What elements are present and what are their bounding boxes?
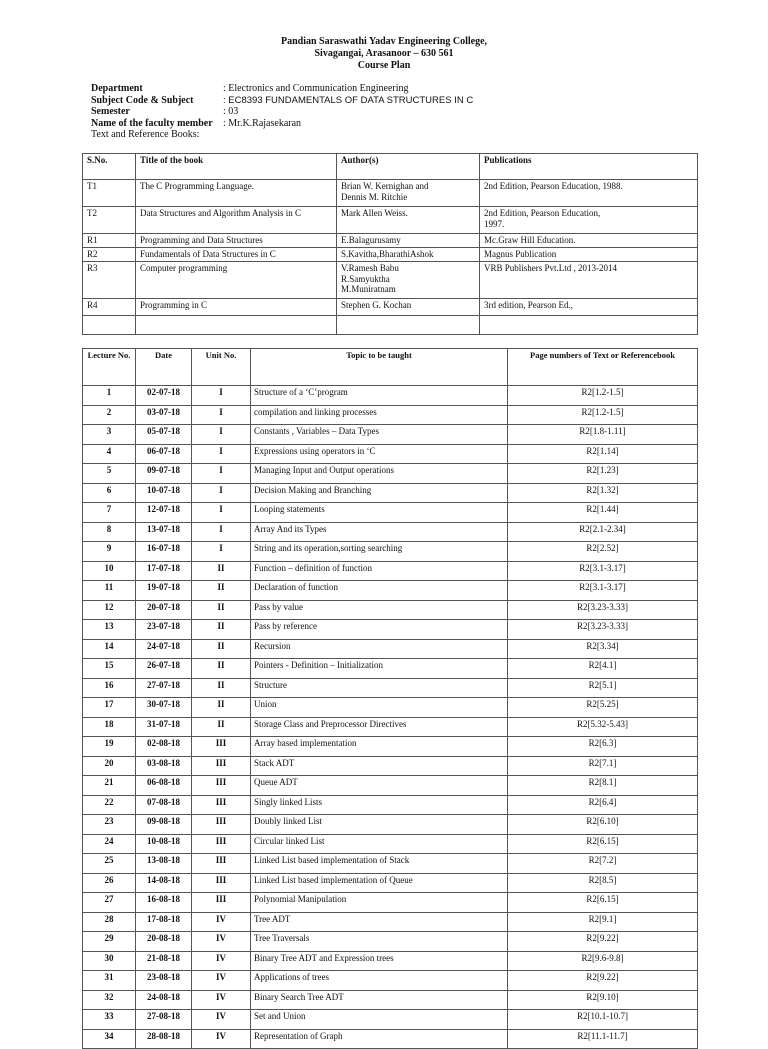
lecture-number: 24	[83, 834, 136, 854]
page-reference: R2[1.2-1.5]	[508, 386, 698, 406]
page-reference: R2[1.8-1.11]	[508, 425, 698, 445]
plan-row	[83, 444, 698, 464]
lecture-number: 6	[83, 483, 136, 503]
unit-number: II	[192, 717, 251, 737]
unit-number: I	[192, 503, 251, 523]
lecture-date: 03-07-18	[136, 405, 192, 425]
plan-col-date: Date	[136, 349, 192, 386]
lecture-date: 21-08-18	[136, 951, 192, 971]
book-title	[136, 180, 337, 207]
book-title-line: Fundamentals of Data Structures in C	[140, 249, 276, 259]
plan-row	[83, 1010, 698, 1030]
meta-label: Semester	[91, 106, 130, 118]
book-authors-line: V.Ramesh Babu	[341, 263, 399, 273]
book-publication-line: 2nd Edition, Pearson Education, 1988.	[484, 181, 623, 191]
book-authors-line: R.Samyuktha	[341, 273, 390, 284]
lecture-date: 05-07-18	[136, 425, 192, 445]
book-sno	[83, 262, 136, 299]
book-sno	[83, 316, 136, 335]
topic: Pass by value	[251, 600, 508, 620]
lecture-date: 31-07-18	[136, 717, 192, 737]
book-title	[136, 248, 337, 262]
lecture-number: 17	[83, 698, 136, 718]
topic: Array And its Types	[251, 522, 508, 542]
topic: Structure	[251, 678, 508, 698]
page-reference: R2[1.2-1.5]	[508, 405, 698, 425]
unit-number: I	[192, 425, 251, 445]
topic: Representation of Graph	[251, 1029, 508, 1049]
meta-label: Name of the faculty member	[91, 117, 213, 129]
topic: Managing Input and Output operations	[251, 464, 508, 484]
book-authors-line: E.Balagurusamy	[341, 235, 401, 245]
lecture-date: 16-07-18	[136, 542, 192, 562]
books-row	[83, 248, 698, 262]
topic: Union	[251, 698, 508, 718]
unit-number: II	[192, 659, 251, 679]
topic: Expressions using operators in ‘C	[251, 444, 508, 464]
lecture-date: 13-07-18	[136, 522, 192, 542]
lecture-number: 22	[83, 795, 136, 815]
page-reference: R2[3.1-3.17]	[508, 561, 698, 581]
plan-header-row	[83, 349, 698, 386]
book-sno	[83, 299, 136, 316]
plan-col-lecture: Lecture No.	[83, 349, 136, 386]
topic: Structure of a ‘C’program	[251, 386, 508, 406]
lecture-plan-table	[82, 348, 698, 1049]
lecture-date: 16-08-18	[136, 893, 192, 913]
unit-number: II	[192, 581, 251, 601]
lecture-date: 19-07-18	[136, 581, 192, 601]
lecture-date: 24-07-18	[136, 639, 192, 659]
plan-col-topic: Topic to be taught	[251, 349, 508, 386]
book-authors	[337, 262, 480, 299]
book-title	[136, 234, 337, 248]
plan-row	[83, 971, 698, 991]
lecture-number: 7	[83, 503, 136, 523]
book-publication	[480, 234, 698, 248]
books-header-row	[83, 154, 698, 180]
book-authors-line: S.Kavitha,BharathiAshok	[341, 249, 434, 259]
plan-row	[83, 483, 698, 503]
unit-number: II	[192, 639, 251, 659]
lecture-number: 26	[83, 873, 136, 893]
unit-number: II	[192, 678, 251, 698]
lecture-date: 20-08-18	[136, 932, 192, 952]
plan-row	[83, 561, 698, 581]
meta-label: Subject Code & Subject	[91, 94, 194, 106]
plan-row	[83, 1029, 698, 1049]
meta-label: Department	[91, 83, 143, 94]
book-publication	[480, 248, 698, 262]
books-label: Text and Reference Books:	[91, 129, 200, 141]
lecture-date: 02-07-18	[136, 386, 192, 406]
lecture-number: 16	[83, 678, 136, 698]
book-publication	[480, 180, 698, 207]
book-publication-line: Mc.Graw Hill Education.	[484, 235, 576, 245]
lecture-number: 9	[83, 542, 136, 562]
lecture-number: 12	[83, 600, 136, 620]
book-publication	[480, 262, 698, 299]
topic: Function – definition of function	[251, 561, 508, 581]
lecture-date: 10-08-18	[136, 834, 192, 854]
book-authors-line: Mark Allen Weiss.	[341, 208, 408, 218]
lecture-date: 09-08-18	[136, 815, 192, 835]
books-row	[83, 316, 698, 335]
topic: Set and Union	[251, 1010, 508, 1030]
lecture-number: 25	[83, 854, 136, 874]
page-reference: R2[2.1-2.34]	[508, 522, 698, 542]
page-reference: R2[11.1-11.7]	[508, 1029, 698, 1049]
lecture-date: 17-08-18	[136, 912, 192, 932]
page-reference: R2[9.10]	[508, 990, 698, 1010]
lecture-number: 1	[83, 386, 136, 406]
book-authors	[337, 180, 480, 207]
page-reference: R2[6.10]	[508, 815, 698, 835]
book-authors-line: Stephen G. Kochan	[341, 300, 412, 310]
lecture-date: 17-07-18	[136, 561, 192, 581]
books-row	[83, 180, 698, 207]
lecture-number: 31	[83, 971, 136, 991]
page-reference: R2[6.15]	[508, 834, 698, 854]
page-reference: R2[1.44]	[508, 503, 698, 523]
lecture-date: 07-08-18	[136, 795, 192, 815]
book-authors-line: M.Muniratnam	[341, 284, 396, 294]
book-sno	[83, 207, 136, 234]
plan-row	[83, 600, 698, 620]
page-reference: R2[6.15]	[508, 893, 698, 913]
unit-number: III	[192, 893, 251, 913]
lecture-number: 3	[83, 425, 136, 445]
lecture-date: 27-07-18	[136, 678, 192, 698]
unit-number: II	[192, 600, 251, 620]
page-reference: R2[7.2]	[508, 854, 698, 874]
topic: Doubly linked List	[251, 815, 508, 835]
plan-row	[83, 854, 698, 874]
lecture-number: 19	[83, 737, 136, 757]
books-col-title: Title of the book	[136, 154, 337, 180]
lecture-date: 28-08-18	[136, 1029, 192, 1049]
books-row	[83, 299, 698, 316]
topic: String and its operation,sorting searching	[251, 542, 508, 562]
unit-number: IV	[192, 1010, 251, 1030]
lecture-date: 23-07-18	[136, 620, 192, 640]
books-row	[83, 207, 698, 234]
unit-number: II	[192, 698, 251, 718]
college-address: Sivagangai, Arasanoor – 630 561	[314, 48, 454, 59]
lecture-date: 20-07-18	[136, 600, 192, 620]
plan-row	[83, 639, 698, 659]
page-reference: R2[6.3]	[508, 737, 698, 757]
topic: Declaration of function	[251, 581, 508, 601]
page-reference: R2[2.52]	[508, 542, 698, 562]
lecture-number: 10	[83, 561, 136, 581]
document-title: Course Plan	[357, 60, 411, 71]
unit-number: III	[192, 815, 251, 835]
lecture-number: 20	[83, 756, 136, 776]
book-sno-line: R2	[87, 249, 98, 259]
book-title-line: Computer programming	[140, 263, 228, 273]
page-reference: R2[6.4]	[508, 795, 698, 815]
lecture-number: 4	[83, 444, 136, 464]
plan-row	[83, 795, 698, 815]
unit-number: III	[192, 873, 251, 893]
plan-row	[83, 698, 698, 718]
book-authors-line: Brian W. Kernighan and	[341, 181, 429, 191]
book-sno	[83, 248, 136, 262]
lecture-date: 27-08-18	[136, 1010, 192, 1030]
unit-number: IV	[192, 912, 251, 932]
plan-row	[83, 893, 698, 913]
page-reference: R2[7.1]	[508, 756, 698, 776]
book-title-line: Programming in C	[140, 300, 207, 310]
topic: Constants , Variables – Data Types	[251, 425, 508, 445]
plan-row	[83, 717, 698, 737]
lecture-number: 28	[83, 912, 136, 932]
topic: Binary Tree ADT and Expression trees	[251, 951, 508, 971]
topic: Stack ADT	[251, 756, 508, 776]
plan-row	[83, 464, 698, 484]
page-reference: R2[9.22]	[508, 932, 698, 952]
books-col-sno: S.No.	[83, 154, 136, 180]
book-title-line: The C Programming Language.	[140, 181, 254, 191]
topic: Tree ADT	[251, 912, 508, 932]
page-reference: R2[4.1]	[508, 659, 698, 679]
plan-row	[83, 659, 698, 679]
lecture-number: 33	[83, 1010, 136, 1030]
topic: Recursion	[251, 639, 508, 659]
lecture-date: 09-07-18	[136, 464, 192, 484]
topic: Circular linked List	[251, 834, 508, 854]
lecture-date: 30-07-18	[136, 698, 192, 718]
unit-number: I	[192, 522, 251, 542]
book-authors	[337, 207, 480, 234]
page-reference: R2[5.1]	[508, 678, 698, 698]
page-reference: R2[9.1]	[508, 912, 698, 932]
topic: Linked List based implementation of Stack	[251, 854, 508, 874]
lecture-number: 8	[83, 522, 136, 542]
book-title	[136, 316, 337, 335]
book-sno-line: R4	[87, 300, 98, 310]
lecture-date: 26-07-18	[136, 659, 192, 679]
lecture-date: 10-07-18	[136, 483, 192, 503]
books-row	[83, 262, 698, 299]
lecture-number: 11	[83, 581, 136, 601]
plan-row	[83, 912, 698, 932]
topic: Polynomial Manipulation	[251, 893, 508, 913]
page-reference: R2[10.1-10.7]	[508, 1010, 698, 1030]
book-publication	[480, 316, 698, 335]
topic: Queue ADT	[251, 776, 508, 796]
lecture-number: 13	[83, 620, 136, 640]
book-authors-line: Dennis M. Ritchie	[341, 191, 408, 202]
college-name: Pandian Saraswathi Yadav Engineering College,	[280, 36, 488, 47]
lecture-date: 06-08-18	[136, 776, 192, 796]
plan-row	[83, 932, 698, 952]
lecture-number: 21	[83, 776, 136, 796]
plan-row	[83, 678, 698, 698]
page-reference: R2[3.34]	[508, 639, 698, 659]
lecture-number: 29	[83, 932, 136, 952]
book-authors	[337, 234, 480, 248]
topic: Pointers - Definition – Initialization	[251, 659, 508, 679]
page-reference: R2[5.25]	[508, 698, 698, 718]
plan-row	[83, 776, 698, 796]
plan-row	[83, 990, 698, 1010]
plan-row	[83, 815, 698, 835]
topic: Decision Making and Branching	[251, 483, 508, 503]
book-authors	[337, 316, 480, 335]
unit-number: I	[192, 405, 251, 425]
plan-row	[83, 873, 698, 893]
plan-row	[83, 522, 698, 542]
unit-number: III	[192, 854, 251, 874]
plan-row	[83, 951, 698, 971]
books-col-publications: Publications	[480, 154, 698, 180]
page-reference: R2[3.23-3.33]	[508, 620, 698, 640]
book-authors	[337, 248, 480, 262]
page-reference: R2[9.22]	[508, 971, 698, 991]
page-reference: R2[3.23-3.33]	[508, 600, 698, 620]
lecture-number: 2	[83, 405, 136, 425]
books-row	[83, 234, 698, 248]
books-col-authors: Author(s)	[337, 154, 480, 180]
page-reference: R2[5.32-5.43]	[508, 717, 698, 737]
book-authors	[337, 299, 480, 316]
unit-number: III	[192, 795, 251, 815]
plan-col-pages: Page numbers of Text or Referencebook	[508, 349, 698, 386]
book-title	[136, 207, 337, 234]
book-sno	[83, 234, 136, 248]
book-sno	[83, 180, 136, 207]
topic: Linked List based implementation of Queue	[251, 873, 508, 893]
meta-value: : EC8393 FUNDAMENTALS OF DATA STRUCTURES IN C	[223, 94, 474, 106]
lecture-number: 30	[83, 951, 136, 971]
lecture-date: 02-08-18	[136, 737, 192, 757]
book-publication-line: VRB Publishers Pvt.Ltd , 2013-2014	[484, 263, 618, 273]
book-title-line: Programming and Data Structures	[140, 235, 263, 245]
lecture-date: 12-07-18	[136, 503, 192, 523]
book-title	[136, 262, 337, 299]
unit-number: IV	[192, 932, 251, 952]
lecture-number: 5	[83, 464, 136, 484]
topic: compilation and linking processes	[251, 405, 508, 425]
unit-number: III	[192, 737, 251, 757]
lecture-date: 24-08-18	[136, 990, 192, 1010]
topic: Binary Search Tree ADT	[251, 990, 508, 1010]
book-sno-line: R3	[87, 263, 98, 273]
plan-row	[83, 425, 698, 445]
unit-number: IV	[192, 971, 251, 991]
book-publication	[480, 207, 698, 234]
meta-value: : 03	[223, 106, 239, 118]
plan-row	[83, 834, 698, 854]
lecture-number: 18	[83, 717, 136, 737]
lecture-number: 23	[83, 815, 136, 835]
lecture-number: 34	[83, 1029, 136, 1049]
books-table	[82, 153, 698, 335]
unit-number: I	[192, 464, 251, 484]
book-publication-line: 3rd edition, Pearson Ed.,	[484, 300, 573, 310]
book-publication-line: Magnus Publication	[484, 249, 557, 259]
unit-number: I	[192, 542, 251, 562]
plan-row	[83, 503, 698, 523]
plan-row	[83, 405, 698, 425]
book-title	[136, 299, 337, 316]
book-sno-line: T1	[87, 181, 97, 191]
lecture-number: 27	[83, 893, 136, 913]
plan-col-unit: Unit No.	[192, 349, 251, 386]
page-reference: R2[8.5]	[508, 873, 698, 893]
lecture-date: 14-08-18	[136, 873, 192, 893]
page-reference: R2[1.23]	[508, 464, 698, 484]
unit-number: I	[192, 483, 251, 503]
topic: Applications of trees	[251, 971, 508, 991]
plan-row	[83, 756, 698, 776]
unit-number: III	[192, 776, 251, 796]
plan-row	[83, 386, 698, 406]
page-reference: R2[9.6-9.8]	[508, 951, 698, 971]
unit-number: II	[192, 620, 251, 640]
lecture-number: 15	[83, 659, 136, 679]
lecture-date: 23-08-18	[136, 971, 192, 991]
lecture-number: 32	[83, 990, 136, 1010]
topic: Pass by reference	[251, 620, 508, 640]
lecture-number: 14	[83, 639, 136, 659]
topic: Tree Traversals	[251, 932, 508, 952]
meta-value: : Mr.K.Rajasekaran	[223, 117, 302, 129]
topic: Array based implementation	[251, 737, 508, 757]
book-sno-line: R1	[87, 235, 98, 245]
page-reference: R2[8.1]	[508, 776, 698, 796]
unit-number: II	[192, 561, 251, 581]
book-sno-line: T2	[87, 208, 97, 218]
page-reference: R2[1.14]	[508, 444, 698, 464]
topic: Looping statements	[251, 503, 508, 523]
unit-number: III	[192, 756, 251, 776]
plan-row	[83, 542, 698, 562]
plan-row	[83, 737, 698, 757]
unit-number: III	[192, 834, 251, 854]
topic: Singly linked Lists	[251, 795, 508, 815]
book-title-line: Data Structures and Algorithm Analysis in C	[140, 208, 301, 218]
meta-value: : Electronics and Communication Engineering	[223, 83, 409, 94]
plan-row	[83, 620, 698, 640]
lecture-date: 03-08-18	[136, 756, 192, 776]
book-publication-line: 2nd Edition, Pearson Education,	[484, 208, 601, 218]
unit-number: IV	[192, 990, 251, 1010]
lecture-date: 13-08-18	[136, 854, 192, 874]
unit-number: I	[192, 386, 251, 406]
book-publication	[480, 299, 698, 316]
topic: Storage Class and Preprocessor Directives	[251, 717, 508, 737]
book-publication-line: 1997.	[484, 218, 505, 229]
page-reference: R2[1.32]	[508, 483, 698, 503]
unit-number: IV	[192, 951, 251, 971]
unit-number: I	[192, 444, 251, 464]
plan-row	[83, 581, 698, 601]
unit-number: IV	[192, 1029, 251, 1049]
lecture-date: 06-07-18	[136, 444, 192, 464]
page-reference: R2[3.1-3.17]	[508, 581, 698, 601]
